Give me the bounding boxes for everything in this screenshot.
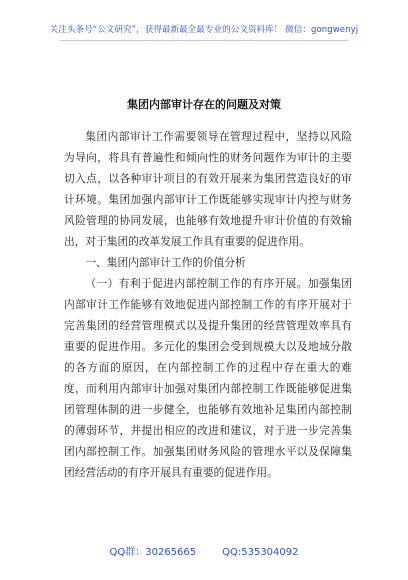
footer-contact: [0, 543, 408, 558]
footer-qq-group: QQ群：30265665: [109, 547, 197, 558]
section-heading: 一、集团内部审计工作的价值分析: [85, 256, 246, 269]
paragraph-section-1: （一）有利于促进内部控制工作的有序开展。加强集团内部审计工作能够有效地促进内部控制工作的有序开展对于完善集团的经营管理模式以及提升集团的经营管理效率具有重要的促进作用。多元化的集团会受到规模大以及地域分散的各方面的原因，在内部控制工作的过程中存在重大的难度，而利用内部审计加强对集团内部控制工作既能够促进集团管理体制的进一步健全，也能够有效地补足集团内部控制的薄弱环节，并提出相应的改进和建议，对于进一步完善集团内部控制工作。加强集团财务风险的管理水平以及保障集团经营活动的有序开展具有重要的促进作用。: [64, 277, 352, 479]
document-title: 集团内部审计存在的问题及对策: [127, 98, 281, 111]
header-divider: [60, 40, 348, 41]
paragraph-intro: 集团内部审计工作需要领导在管理过程中，坚持以风险为导向，将具有普遍性和倾向性的财务问题作为审计的主要切入点，以各种审计项目的有效开展来为集团营造良好的审计环境。集团加强内部审计工作既能够实现审计内控与财务风险管理的协同发展，也能够有效地提升审计价值的有效输出，对于集团的改革发展工作具有重要的促进作用。: [64, 130, 352, 248]
document-body: [64, 126, 352, 483]
header-promo-note: 关注头条号“公文研究”，获得最新最全最专业的公文资料库！ 微信：gongwenyj: [49, 25, 359, 35]
footer-qq: QQ:535304092: [222, 547, 299, 558]
